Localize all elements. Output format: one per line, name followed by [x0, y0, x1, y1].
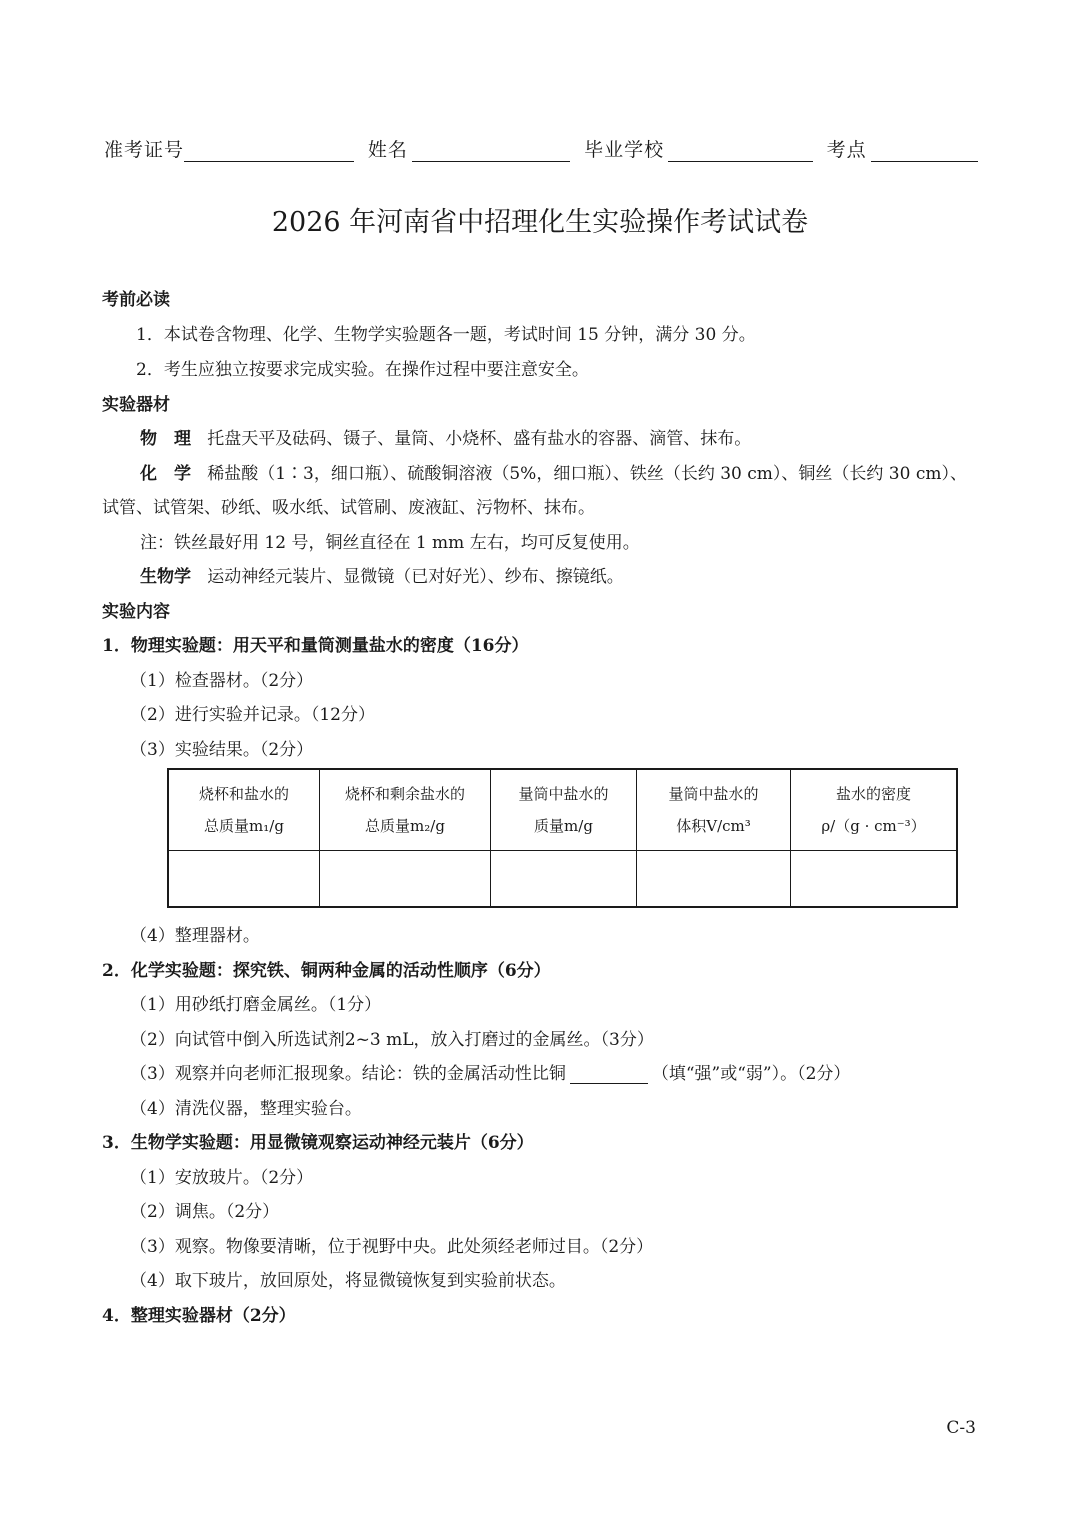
q2-step3: （3）观察并向老师汇报现象。结论：铁的金属活动性比铜 （填“强”或“弱”）。（2分）	[130, 1064, 851, 1084]
equipment-physics	[140, 424, 751, 449]
school-label: 毕业学校	[584, 139, 665, 161]
table-input-cell[interactable]	[637, 851, 791, 908]
answer-blank[interactable]	[570, 1065, 648, 1084]
table-input-cell[interactable]	[320, 851, 491, 908]
q2-title: 2．化学实验题：探究铁、铜两种金属的活动性顺序（6分）	[102, 961, 551, 981]
q1-step: （2）进行实验并记录。（12分）	[130, 705, 375, 725]
candidate-info-header	[104, 132, 978, 162]
table-header-cell: 盐水的密度 ρ/（g · cm⁻³）	[791, 769, 958, 851]
exam-id-field[interactable]	[184, 135, 354, 162]
table-header-cell: 量筒中盐水的 质量m/g	[491, 769, 637, 851]
biology-label: 生物学	[140, 567, 191, 587]
q3-step: （1）安放玻片。（2分）	[130, 1168, 314, 1188]
page-title: 2026 年河南省中招理化生实验操作考试试卷	[271, 207, 809, 238]
table-header-cell: 烧杯和盐水的 总质量m₁/g	[168, 769, 320, 851]
notice-item: 1．本试卷含物理、化学、生物学实验题各一题，考试时间 15 分钟，满分 30 分。	[136, 325, 756, 345]
table-input-cell[interactable]	[491, 851, 637, 908]
equipment-note: 注：铁丝最好用 12 号，铜丝直径在 1 mm 左右，均可反复使用。	[140, 533, 640, 553]
q1-step: （4）整理器材。	[130, 926, 260, 946]
equipment-heading: 实验器材	[102, 395, 170, 415]
q3-step: （4）取下玻片，放回原处，将显微镜恢复到实验前状态。	[130, 1271, 566, 1291]
q2-step: （1）用砂纸打磨金属丝。（1分）	[130, 995, 382, 1015]
table-header-cell: 量筒中盐水的 体积V/cm³	[637, 769, 791, 851]
site-label: 考点	[826, 139, 867, 161]
chemistry-text: 稀盐酸（1∶3，细口瓶）、硫酸铜溶液（5%，细口瓶）、铁丝（长约 30 cm）、铜丝（长约 30 cm）、	[207, 464, 967, 484]
school-field[interactable]	[668, 135, 813, 162]
q2-step: （2）向试管中倒入所选试剂2~3 mL，放入打磨过的金属丝。（3分）	[130, 1030, 654, 1050]
physics-text: 托盘天平及砝码、镊子、量筒、小烧杯、盛有盐水的容器、滴管、抹布。	[207, 429, 752, 449]
exam-id-label: 准考证号	[104, 139, 185, 161]
biology-text: 运动神经元装片、显微镜（已对好光）、纱布、擦镜纸。	[207, 567, 624, 587]
chemistry-label: 化 学	[140, 464, 191, 484]
q3-step: （3）观察。物像要清晰，位于视野中央。此处须经老师过目。（2分）	[130, 1237, 654, 1257]
table-header-cell: 烧杯和剩余盐水的 总质量m₂/g	[320, 769, 491, 851]
notice-heading: 考前必读	[102, 290, 170, 310]
q4-title: 4．整理实验器材（2分）	[102, 1306, 296, 1326]
table-input-cell[interactable]	[791, 851, 958, 908]
equipment-biology	[140, 562, 624, 587]
chemistry-text-cont: 试管、试管架、砂纸、吸水纸、试管刷、废液缸、污物杯、抹布。	[102, 498, 595, 518]
result-table	[167, 768, 958, 908]
equipment-chemistry	[140, 459, 967, 484]
content-heading: 实验内容	[102, 602, 170, 622]
q2-step: （4）清洗仪器，整理实验台。	[130, 1099, 362, 1119]
notice-item: 2．考生应独立按要求完成实验。在操作过程中要注意安全。	[136, 360, 589, 380]
q3-step: （2）调焦。（2分）	[130, 1202, 280, 1222]
name-label: 姓名	[367, 139, 408, 161]
table-input-cell[interactable]	[168, 851, 320, 908]
q1-step: （3）实验结果。（2分）	[130, 740, 314, 760]
q3-title: 3．生物学实验题：用显微镜观察运动神经元装片（6分）	[102, 1133, 534, 1153]
page-number: C-3	[946, 1418, 976, 1438]
name-field[interactable]	[412, 135, 570, 162]
q1-step: （1）检查器材。（2分）	[130, 671, 314, 691]
q1-title: 1．物理实验题：用天平和量筒测量盐水的密度（16分）	[102, 636, 529, 656]
physics-label: 物 理	[140, 429, 191, 449]
site-field[interactable]	[871, 135, 978, 162]
